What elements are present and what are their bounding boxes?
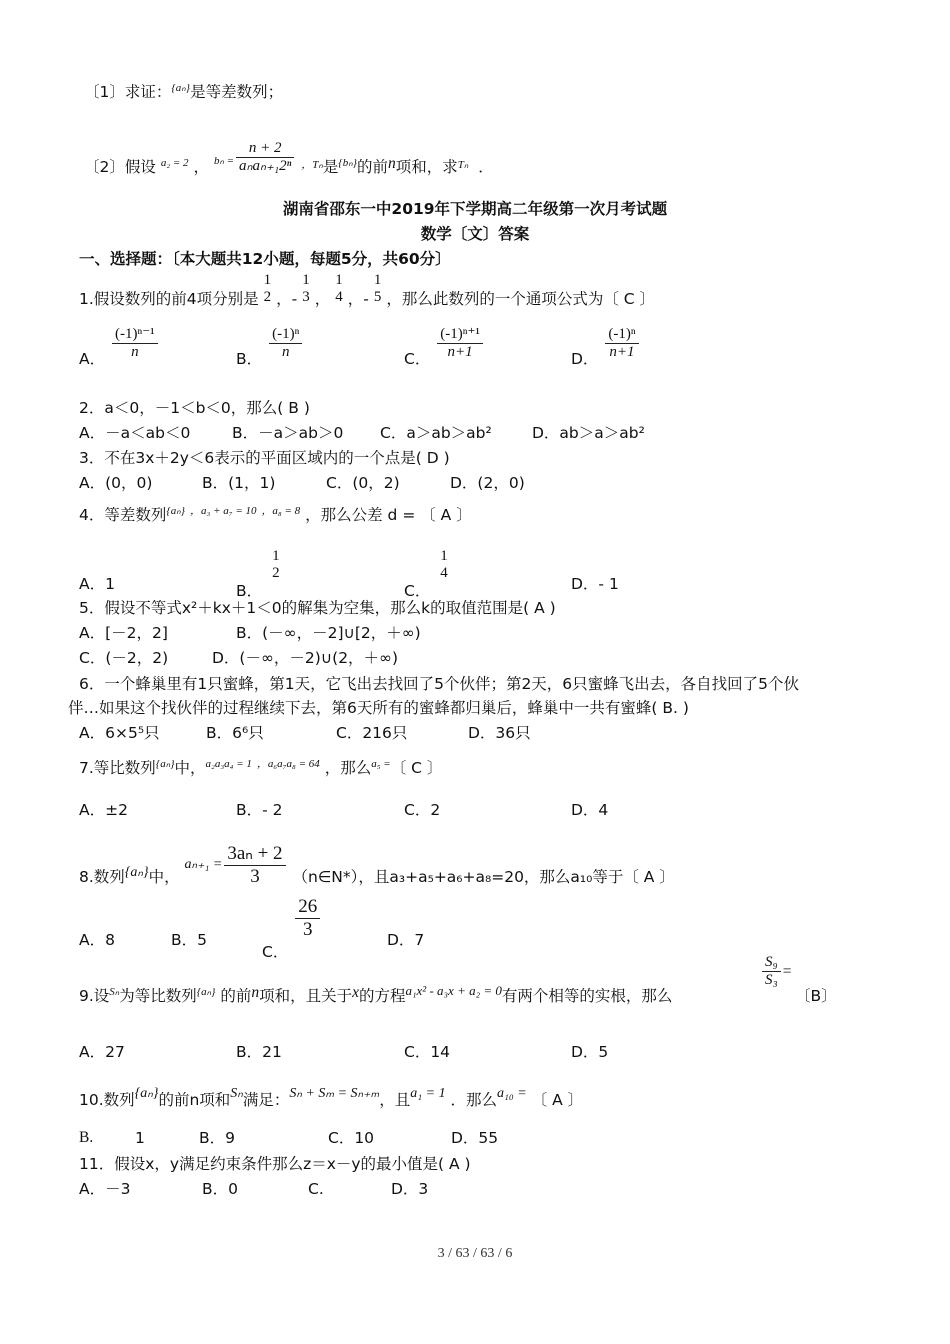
q2-option-b: B．－a＞ab＞0 — [232, 424, 344, 442]
q1-term2: 1 3 — [302, 272, 310, 305]
q7-option-c: C．2 — [404, 801, 441, 819]
seq-an: {aₙ} — [171, 82, 191, 94]
q7-option-a: A．±2 — [79, 801, 128, 819]
q1-option-c: C． $\frac{\text{(-1)ⁿ⁺¹}}{n+1}$ — [404, 326, 485, 361]
q6-option-a: A．6×5⁵只 — [79, 724, 160, 742]
q1-term1: 1 2 — [263, 272, 272, 305]
q10-option-a-label: B. — [79, 1129, 94, 1146]
q3-option-d: D．(2，0) — [450, 474, 525, 492]
q4-option-b: B． 1 2 — [236, 548, 280, 600]
page-subtitle: 数学〔文〕答案 — [420, 225, 530, 243]
q11-option-b: B．0 — [202, 1180, 238, 1198]
q9-answer: 〔B〕 — [795, 987, 837, 1005]
intro-part2: 〔2〕假设 $^{a_2 = 2}$ ， $^{b_n =}$ $\frac{n + 2}{\text{aₙaₙ₊₁2ⁿ}}$ $^{,T_n}$是$^{\{b_n\}}$的前n项和，求$^{T_n}$ ． — [84, 140, 494, 176]
q3-option-b: B．(1，1) — [202, 474, 276, 492]
bn-fraction: $\frac{n + 2}{\text{aₙaₙ₊₁2ⁿ}}$ — [236, 140, 294, 175]
q1-option-d: D． $\frac{\text{(-1)ⁿ}}{n+1}$ — [571, 326, 641, 361]
page-title: 湖南省邵东一中2019年下学期高二年级第一次月考试题 — [282, 200, 668, 218]
q6-stem-line2: 伴…如果这个找伙伴的过程继续下去，第6天所有的蜜蜂都归巢后，蜂巢中一共有蜜蜂( B. ) — [68, 699, 689, 717]
q9-option-d: D．5 — [571, 1043, 609, 1061]
q8-option-a: A．8 — [79, 931, 115, 949]
q9-option-c: C．14 — [404, 1043, 451, 1061]
q7-option-d: D．4 — [571, 801, 609, 819]
q6-option-c: C．216只 — [336, 724, 408, 742]
q3-option-c: C．(0，2) — [326, 474, 400, 492]
q3-option-a: A．(0，0) — [79, 474, 153, 492]
section-heading: 一、选择题：〔本大题共12小题，每题5分，共60分〕 — [79, 250, 451, 268]
q4-stem: 4．等差数列$^{\{a_n\}}$ $^{,a_3 + a_7 = 10}$ $^{,a_8 = 8}$ ，那么公差 d = 〔 A 〕 — [79, 505, 472, 524]
q2-option-c: C．a＞ab＞ab² — [380, 424, 492, 442]
q11-option-d: D．3 — [391, 1180, 429, 1198]
q1-stem: 1.假设数列的前4项分别是 1 2 ，- 1 3 ， 1 4 ，- 1 5 ，那么此数列的一个通项公式为〔 C 〕 — [79, 272, 656, 308]
page-number: 3 / 63 / 63 / 6 — [437, 1246, 513, 1261]
q1-option-a: A． $\frac{\text{(-1)ⁿ⁻¹}}{n}$ — [79, 326, 160, 361]
q5-option-b: B．(－∞，－2]∪[2，＋∞) — [236, 624, 421, 642]
q5-option-c: C．(－2，2) — [79, 649, 169, 667]
intro-part1: 〔1〕求证：$^{\{a_n\}}$是等差数列； — [84, 82, 284, 101]
q1-option-b: B． $\frac{\text{(-1)ⁿ}}{n}$ — [236, 326, 304, 361]
q10-option-d: D．55 — [451, 1129, 499, 1147]
q9-option-a: A．27 — [79, 1043, 125, 1061]
q8-option-b: B．5 — [171, 931, 207, 949]
q2-stem: 2．a＜0，－1＜b＜0，那么( B ) — [79, 399, 310, 417]
q10-option-a: 1 — [135, 1129, 145, 1147]
q8-option-c: C． $\frac{26}{3}$ — [262, 896, 322, 941]
q6-stem-line1: 6．一个蜂巢里有1只蜜蜂，第1天，它飞出去找回了5个伙伴；第2天，6只蜜蜂飞出去，各自找回了5个伙 — [79, 675, 800, 693]
q11-option-c: C. — [308, 1180, 324, 1198]
q1-term3: 1 4 — [335, 272, 343, 305]
q5-stem: 5．假设不等式x²＋kx＋1＜0的解集为空集，那么k的取值范围是( A ) — [79, 599, 556, 617]
q4-option-c: C． 1 4 — [404, 548, 448, 600]
q7-option-b: B．- 2 — [236, 801, 283, 819]
q5-option-a: A．[－2，2] — [79, 624, 168, 642]
q4-option-a: A．1 — [79, 575, 115, 593]
q9-option-b: B．21 — [236, 1043, 282, 1061]
q6-option-d: D．36只 — [468, 724, 531, 742]
q10-option-c: C．10 — [328, 1129, 375, 1147]
q6-option-b: B．6⁶只 — [206, 724, 264, 742]
q11-stem: 11．假设x，y满足约束条件那么z＝x－y的最小值是( A ) — [79, 1155, 471, 1173]
q5-option-d: D．(－∞，－2)∪(2，＋∞) — [212, 649, 399, 667]
q9-stem: 9.设$^{S_n}$为等比数列$^{\{a_n\}}$ 的前n项和，且关于x的方程$^{a_1x^2 - a_3x + a_2 = 0}$有两个相等的实根，那么 — [79, 983, 673, 1005]
q3-stem: 3．不在3x＋2y＜6表示的平面区域内的一个点是( D ) — [79, 449, 450, 467]
q8-fraction: $\frac{\text{3aₙ + 2}}{3}$ — [224, 843, 285, 888]
q2-option-a: A．－a＜ab＜0 — [79, 424, 191, 442]
q7-stem: 7.等比数列$^{\{a_n\}}$中，$^{a_2a_3a_4 = 1}$ $^{,a_6a_7a_8 = 64}$ ，那么$^{a_5 =}$〔 C 〕 — [79, 758, 443, 777]
q8-option-d: D．7 — [387, 931, 425, 949]
q9-ratio: $\frac{\text{S₉}}{\text{S₃}}$ = — [760, 954, 791, 989]
q11-option-a: A．－3 — [79, 1180, 131, 1198]
q8-stem: 8.数列{aₙ}中， aₙ₊₁ = $\frac{\text{3aₙ + 2}}{3}$ （n∈N*），且a₃+a₅+a₆+a₈=20，那么a₁₀等于〔 A 〕 — [79, 843, 675, 887]
q1-term4: 1 5 — [373, 272, 382, 305]
q10-stem: 10.数列{aₙ}的前n项和Sₙ满足：Sₙ + Sₘ = Sₙ₊ₘ，且a₁ = 1 ．那么a₁₀ = 〔 A 〕 — [79, 1086, 584, 1109]
q2-option-d: D．ab＞a＞ab² — [532, 424, 645, 442]
q4-option-d: D．- 1 — [571, 575, 619, 593]
q10-option-b: B．9 — [199, 1129, 235, 1147]
